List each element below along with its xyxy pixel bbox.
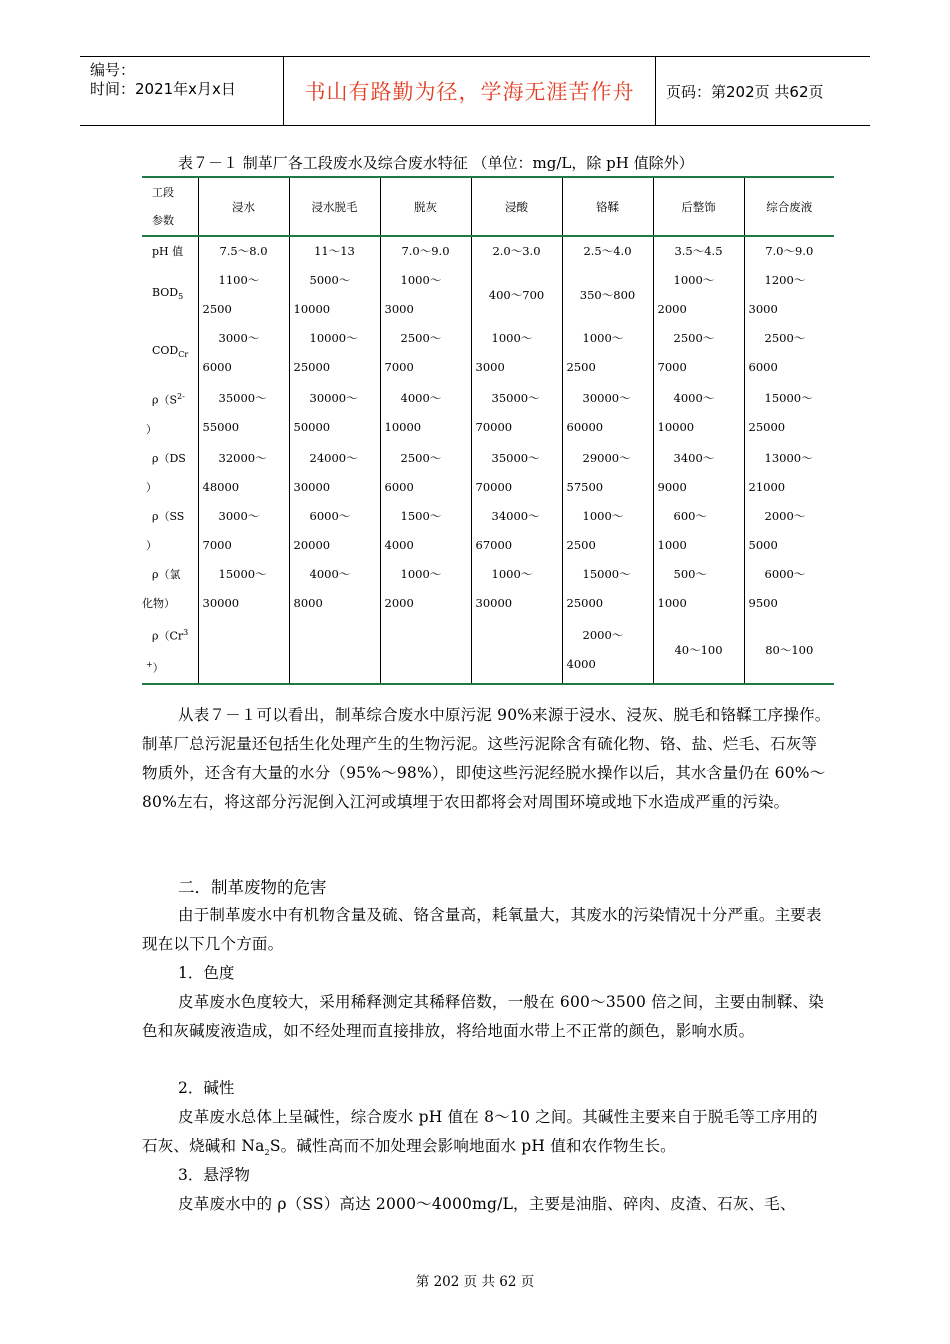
section-heading: 二．制革废物的危害 (178, 878, 327, 897)
empty-cell (198, 618, 289, 684)
paragraph-sludge: 从表７－１可以看出，制革综合废水中原污泥 90%来源于浸水、浸灰、脱毛和铬鞣工序操作。制革厂总污泥量还包括生化处理产生的生物污泥。这些污泥除含有硫化物、铬、盐、烂毛、石灰等物质外，还含有大量的水分（95%～98%），即使这些污泥经脱水操作以后，其水含量仍在 60%～80%左右，将这部分污泥倒入江河或填埋于农田都将会对周围环境或地下水造成严重的污染。 (142, 706, 831, 811)
table-cell: 30000 (475, 595, 513, 610)
table-cell: 4000～ (400, 390, 442, 405)
table-cell: 2500～ (673, 331, 715, 345)
table-cell: 1000 (657, 537, 687, 552)
header-motto: 书山有路勤为径，学海无涯苦作舟 (284, 57, 656, 125)
table-cell: 10000 (657, 419, 695, 434)
table-caption: 表７－１ 制革厂各工段废水及综合废水特征 （单位：mg/L，除 pH 值除外） (178, 154, 694, 172)
table-cell: 10000 (384, 419, 422, 434)
table-cell: 55000 (202, 419, 240, 434)
table-cell: 1100～ (218, 273, 260, 287)
table-cell: 3000 (475, 360, 505, 374)
table-cell: 350～800 (579, 287, 636, 302)
table-cell: 1200～ (764, 273, 806, 287)
table-cell: 9000 (657, 479, 687, 494)
table-cell: 2500～ (764, 331, 806, 345)
table-cell: 2500 (566, 360, 596, 374)
table-cell: 70000 (475, 419, 513, 434)
table-cell: 6000～ (764, 566, 806, 581)
empty-cell (380, 618, 471, 684)
table-row (142, 382, 834, 444)
table-cell: 67000 (475, 537, 513, 552)
table-cell: 15000～ (218, 566, 267, 581)
table-cell: 4000～ (673, 390, 715, 405)
table-cell: 25000 (566, 595, 604, 610)
table-cell: 1000 (657, 595, 687, 610)
table-row (142, 618, 834, 684)
table-row (142, 324, 834, 382)
table-cell: 2.5～4.0 (583, 244, 632, 258)
table-cell: 21000 (748, 479, 786, 494)
table-row (142, 236, 834, 266)
number-label: 编号： (90, 61, 136, 79)
item-alkalinity: 2．碱性 (178, 1079, 235, 1097)
paragraph-alkalinity: 皮革废水总体上呈碱性，综合废水 pH 值在 8～10 之间。其碱性主要来自于脱毛等工序用的石灰、烧碱和 $Na_2S$。碱性高而不加处理会影响地面水 pH 值和农作物生长。 (142, 1108, 818, 1158)
table-cell: 500～ (673, 566, 707, 581)
table-cell: 600～ (673, 508, 707, 523)
table-cell: 25000 (748, 419, 786, 434)
corner-top-label: 工段 (152, 185, 174, 199)
table-cell: 5000～ (309, 273, 351, 287)
table-cell: 1000～ (491, 566, 533, 581)
table-cell: 7000 (202, 537, 232, 552)
table-cell: 4000 (384, 537, 414, 552)
table-cell: 35000～ (491, 390, 540, 405)
param-chromium: ρ（Cr$^3$ (152, 627, 189, 643)
corner-cell (142, 177, 198, 236)
table-cell: 80～100 (765, 642, 814, 657)
table-cell: 6000～ (309, 508, 351, 523)
param-chloride: ρ（氯 (152, 567, 181, 581)
param-sulfide: $\rho(S^{2-}$ (152, 392, 185, 407)
table-cell: 29000～ (582, 450, 631, 465)
table-cell: 2.0～3.0 (492, 244, 541, 258)
table-cell: 10000 (293, 302, 331, 316)
table-cell: 20000 (293, 537, 331, 552)
column-header: 浸酸 (471, 177, 562, 236)
column-header: 铬鞣 (562, 177, 653, 236)
table-cell: 2000～ (582, 628, 624, 643)
table-cell: 3000～ (218, 331, 260, 345)
table-cell: 2500～ (400, 450, 442, 465)
table-cell: 6000 (384, 479, 414, 494)
wastewater-table (142, 176, 834, 685)
page-header (80, 56, 870, 126)
table-cell: 60000 (566, 419, 604, 434)
table-cell: 4000～ (309, 566, 351, 581)
table-cell: 7.5～8.0 (219, 244, 268, 258)
table-cell: 25000 (293, 360, 331, 374)
table-cell: 9500 (748, 595, 778, 610)
table-cell: 3000 (748, 302, 778, 316)
table-cell: 1000～ (491, 331, 533, 345)
table-cell: 1000～ (400, 273, 442, 287)
table-cell: 7.0～9.0 (401, 244, 450, 258)
param-ph: pH 值 (152, 245, 184, 258)
table-cell: 11～13 (314, 244, 355, 258)
table-cell: 35000～ (491, 450, 540, 465)
table-row (142, 444, 834, 502)
table-cell: 2500～ (400, 331, 442, 345)
param-ds-end: ） (146, 480, 157, 494)
empty-cell (471, 618, 562, 684)
table-cell: 2000～ (764, 508, 806, 523)
table-header-row (142, 177, 834, 236)
table-cell: 4000 (566, 657, 596, 672)
table-cell: 3000～ (218, 508, 260, 523)
column-header: 后整饰 (653, 177, 744, 236)
table-row (142, 502, 834, 560)
table-cell: 3.5～4.5 (674, 244, 723, 258)
paragraph-intro: 由于制革废水中有机物含量及硫、铬含量高，耗氧量大，其废水的污染情况十分严重。主要表现在以下几个方面。 (142, 906, 822, 953)
table-cell: 30000 (293, 479, 331, 494)
table-cell: 70000 (475, 479, 513, 494)
item-suspended-solids: 3．悬浮物 (178, 1166, 250, 1184)
column-header: 脱灰 (380, 177, 471, 236)
table-cell: 2500 (202, 302, 232, 316)
table-cell: 2500 (566, 537, 596, 552)
table-cell: 5000 (748, 537, 778, 552)
table-cell: 8000 (293, 595, 323, 610)
table-cell: 1500～ (400, 508, 442, 523)
table-cell: 30000～ (309, 390, 358, 405)
table-cell: 35000～ (218, 390, 267, 405)
table-row (142, 266, 834, 324)
param-chloride-end: 化物） (142, 596, 175, 610)
table-cell: 32000～ (218, 450, 267, 465)
table-cell: 6000 (202, 360, 232, 374)
table-cell: 1000～ (582, 331, 624, 345)
table-cell: 15000～ (582, 566, 631, 581)
table-cell: 2000 (384, 595, 414, 610)
param-sulfide-end: ） (146, 422, 157, 436)
table-row (142, 560, 834, 618)
column-header: 浸水脱毛 (289, 177, 380, 236)
table-cell: 2000 (657, 302, 687, 316)
time-label: 时间：2021年x月x日 (90, 80, 236, 98)
table-cell: 48000 (202, 479, 240, 494)
param-chromium-end: +） (146, 660, 164, 675)
table-cell: 34000～ (491, 508, 540, 523)
empty-cell (289, 618, 380, 684)
table-cell: 400～700 (488, 287, 545, 302)
page-footer: 第 202 页 共 62 页 (415, 1274, 535, 1290)
item-color: 1．色度 (178, 964, 235, 982)
table-cell: 30000～ (582, 390, 631, 405)
table-cell: 57500 (566, 479, 604, 494)
header-meta (80, 57, 284, 125)
table-cell: 13000～ (764, 450, 813, 465)
table-cell: 1000～ (582, 508, 624, 523)
param-ss: ρ（SS (152, 509, 185, 523)
paragraph-color: 皮革废水色度较大，采用稀释测定其稀释倍数，一般在 600～3500 倍之间，主要由制鞣、染色和灰碱废液造成，如不经处理而直接排放，将给地面水带上不正常的颜色，影响水质。 (142, 993, 824, 1040)
paragraph-suspended-solids: 皮革废水中的 ρ（SS）高达 2000～4000mg/L，主要是油脂、碎肉、皮渣、石灰、毛、 (178, 1195, 796, 1213)
table-cell: 24000～ (309, 450, 358, 465)
table-cell: 3000 (384, 302, 414, 316)
table-cell: 1000～ (400, 566, 442, 581)
table-cell: 40～100 (674, 642, 723, 657)
table-cell: 50000 (293, 419, 331, 434)
table-cell: 7000 (384, 360, 414, 374)
table-cell: 3400～ (673, 450, 715, 465)
corner-bottom-label: 参数 (152, 213, 174, 227)
column-header: 浸水 (198, 177, 289, 236)
table-cell: 1000～ (673, 273, 715, 287)
column-header: 综合废液 (744, 177, 834, 236)
table-cell: 7000 (657, 360, 687, 374)
table-cell: 6000 (748, 360, 778, 374)
param-bod: $BOD_5$ (152, 286, 184, 302)
table-cell: 30000 (202, 595, 240, 610)
param-cod: $COD_{Cr}$ (152, 344, 189, 360)
table-cell: 7.0～9.0 (765, 244, 814, 258)
param-ss-end: ） (146, 538, 157, 552)
table-cell: 15000～ (764, 390, 813, 405)
header-page-info: 页码：第202页 共62页 (666, 82, 824, 101)
table-cell: 10000～ (309, 331, 358, 345)
param-ds: ρ（DS (152, 451, 186, 465)
